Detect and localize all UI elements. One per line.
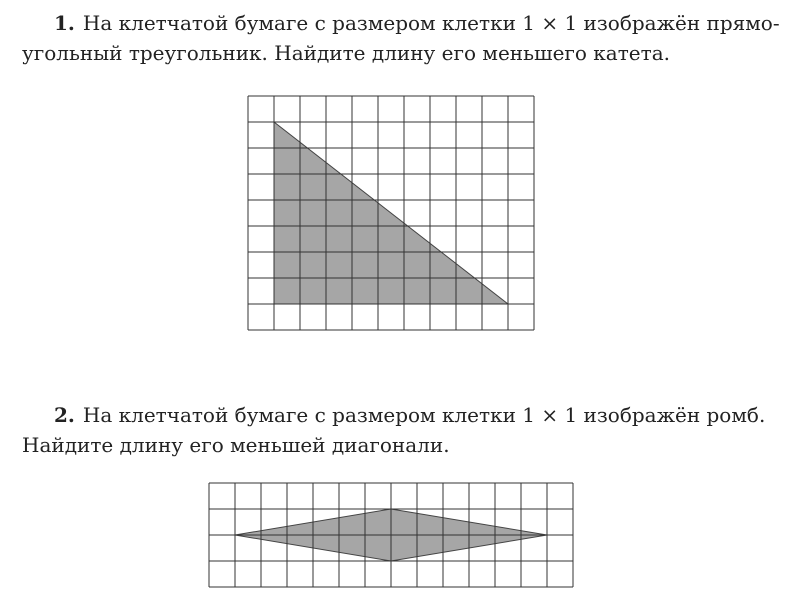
problem-1-line-2: угольный треугольник. Найдите длину его меньшего катета. xyxy=(22,41,670,65)
problem-2 xyxy=(22,400,782,460)
problem-1 xyxy=(22,8,782,68)
problem-1-text-1: На клетчатой бумаге с размером клетки 1 × 1 изображён прямо- xyxy=(82,11,780,35)
problem-1-number: 1. xyxy=(54,11,75,35)
problem-2-text-1: На клетчатой бумаге с размером клетки 1 × 1 изображён ромб. xyxy=(82,403,766,427)
problem-2-line-2: Найдите длину его меньшей диагонали. xyxy=(22,433,450,457)
problem-1-line-1 xyxy=(22,8,782,38)
triangle-figure xyxy=(247,95,535,331)
right-triangle-shape xyxy=(274,122,508,304)
problem-2-line-1 xyxy=(22,400,782,430)
rhombus-figure xyxy=(208,482,574,588)
problem-2-number: 2. xyxy=(54,403,75,427)
